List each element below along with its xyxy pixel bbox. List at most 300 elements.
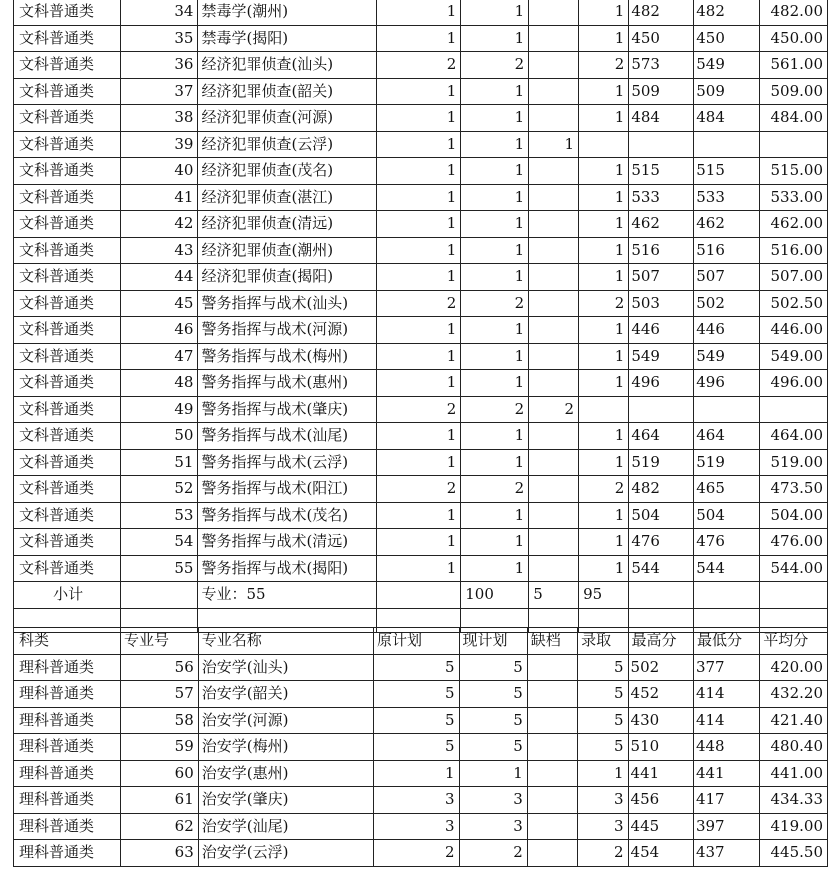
table-row [14,654,828,681]
shortfall-cell [527,681,577,708]
category-cell: 文科普通类 [14,52,121,79]
major-name-cell: 警务指挥与战术(揭阳) [198,555,376,582]
min-score-cell: 502 [694,290,760,317]
admitted-cell: 1 [579,502,629,529]
table-row [14,264,828,291]
major-name-cell: 经济犯罪侦查(湛江) [198,184,376,211]
table-row [14,502,828,529]
avg-score-cell: 515.00 [760,158,828,185]
table-row [14,529,828,556]
avg-score-cell: 462.00 [760,211,828,238]
current-plan-cell: 1 [461,131,529,158]
avg-score-cell: 533.00 [760,184,828,211]
shortfall-cell: 1 [529,131,579,158]
current-plan-cell: 5 [459,734,527,761]
major-name-cell: 经济犯罪侦查(韶关) [198,78,376,105]
admitted-cell: 5 [578,654,628,681]
current-plan-cell: 1 [461,237,529,264]
subtotal-row [14,582,828,609]
category-cell: 文科普通类 [14,131,121,158]
major-name-cell: 警务指挥与战术(汕头) [198,290,376,317]
original-plan-cell: 2 [376,52,461,79]
admitted-cell: 2 [578,840,628,867]
original-plan-cell: 1 [376,211,461,238]
current-plan-cell: 1 [461,317,529,344]
category-cell: 文科普通类 [14,317,121,344]
major-name-cell: 治安学(韶关) [198,681,373,708]
current-plan-cell: 1 [461,158,529,185]
original-plan-cell: 2 [376,396,461,423]
category-cell: 文科普通类 [14,343,121,370]
min-score-cell: 464 [694,423,760,450]
avg-score-cell: 519.00 [760,449,828,476]
max-score-cell: 496 [629,370,694,397]
avg-score-cell: 450.00 [760,25,828,52]
major-no-cell: 49 [121,396,198,423]
avg-score-cell: 421.40 [760,707,828,734]
avg-score-cell: 561.00 [760,52,828,79]
current-plan-cell: 1 [461,0,529,25]
original-plan-cell: 1 [376,78,461,105]
max-score-cell: 509 [629,78,694,105]
category-cell: 理科普通类 [14,734,121,761]
subtotal-shortfall: 5 [529,582,579,609]
shortfall-cell [527,813,577,840]
admitted-cell: 1 [578,760,628,787]
original-plan-cell: 5 [374,654,459,681]
major-name-cell: 经济犯罪侦查(河源) [198,105,376,132]
major-no-cell: 34 [121,0,198,25]
shortfall-cell [529,529,579,556]
avg-score-cell: 507.00 [760,264,828,291]
original-plan-cell: 1 [376,105,461,132]
current-plan-cell: 1 [461,555,529,582]
shortfall-cell [527,787,577,814]
original-plan-cell: 1 [376,131,461,158]
max-score-cell [629,131,694,158]
min-score-cell: 544 [694,555,760,582]
current-plan-cell: 1 [461,78,529,105]
admitted-cell: 2 [579,290,629,317]
original-plan-cell: 3 [374,813,459,840]
current-plan-cell: 1 [459,760,527,787]
original-plan-cell: 1 [376,25,461,52]
column-header-category: 科类 [14,628,121,655]
category-cell: 文科普通类 [14,555,121,582]
min-score-cell: 496 [694,370,760,397]
column-header-major-no: 专业号 [120,628,198,655]
admitted-cell: 1 [579,555,629,582]
table-row [14,476,828,503]
admitted-cell [579,131,629,158]
category-cell: 文科普通类 [14,78,121,105]
shortfall-cell [529,502,579,529]
category-cell: 理科普通类 [14,840,121,867]
shortfall-cell [529,370,579,397]
current-plan-cell: 1 [461,105,529,132]
min-score-cell: 465 [694,476,760,503]
min-score-cell: 446 [694,317,760,344]
admitted-cell: 2 [579,52,629,79]
shortfall-cell [527,707,577,734]
avg-score-cell [760,396,828,423]
max-score-cell: 504 [629,502,694,529]
original-plan-cell: 1 [376,317,461,344]
category-cell: 文科普通类 [14,264,121,291]
table-row [14,423,828,450]
current-plan-cell: 1 [461,529,529,556]
subtotal-admitted: 95 [579,582,629,609]
table-row [14,78,828,105]
major-no-cell: 46 [121,317,198,344]
category-cell: 文科普通类 [14,502,121,529]
major-name-cell: 警务指挥与战术(梅州) [198,343,376,370]
major-name-cell: 警务指挥与战术(茂名) [198,502,376,529]
major-name-cell: 治安学(梅州) [198,734,373,761]
current-plan-cell: 1 [461,502,529,529]
admitted-cell: 1 [579,449,629,476]
max-score-cell: 549 [629,343,694,370]
avg-score-cell: 484.00 [760,105,828,132]
max-score-cell: 476 [629,529,694,556]
avg-score-cell: 504.00 [760,502,828,529]
current-plan-cell: 2 [461,476,529,503]
subtotal-empty-cell [121,582,198,609]
original-plan-cell: 5 [374,734,459,761]
avg-score-cell: 473.50 [760,476,828,503]
avg-score-cell: 419.00 [760,813,828,840]
min-score-cell: 549 [694,343,760,370]
admitted-cell: 2 [579,476,629,503]
major-name-cell: 治安学(惠州) [198,760,373,787]
admitted-cell [579,396,629,423]
max-score-cell: 452 [628,681,693,708]
current-plan-cell: 1 [461,211,529,238]
min-score-cell: 417 [693,787,759,814]
table-row [14,290,828,317]
max-score-cell: 430 [628,707,693,734]
max-score-cell: 450 [629,25,694,52]
subtotal-empty-cell [694,582,760,609]
table-row [14,105,828,132]
current-plan-cell: 1 [461,423,529,450]
admitted-cell: 1 [579,105,629,132]
shortfall-cell [529,237,579,264]
table-row [14,370,828,397]
subtotal-major-count: 专业：55 [198,582,376,609]
max-score-cell: 456 [628,787,693,814]
table-row [14,449,828,476]
original-plan-cell: 5 [374,707,459,734]
category-cell: 理科普通类 [14,813,121,840]
column-header-avg-score: 平均分 [760,628,828,655]
min-score-cell: 504 [694,502,760,529]
admitted-cell: 1 [579,0,629,25]
min-score-cell: 509 [694,78,760,105]
max-score-cell: 507 [629,264,694,291]
avg-score-cell: 446.00 [760,317,828,344]
min-score-cell: 414 [693,707,759,734]
major-no-cell: 37 [121,78,198,105]
shortfall-cell [529,317,579,344]
avg-score-cell: 516.00 [760,237,828,264]
max-score-cell: 519 [629,449,694,476]
original-plan-cell: 2 [376,476,461,503]
major-name-cell: 警务指挥与战术(阳江) [198,476,376,503]
major-no-cell: 61 [120,787,198,814]
major-name-cell: 警务指挥与战术(清远) [198,529,376,556]
min-score-cell: 476 [694,529,760,556]
major-name-cell: 警务指挥与战术(肇庆) [198,396,376,423]
avg-score-cell [760,131,828,158]
min-score-cell: 437 [693,840,759,867]
min-score-cell: 377 [693,654,759,681]
category-cell: 文科普通类 [14,211,121,238]
major-no-cell: 39 [121,131,198,158]
major-no-cell: 48 [121,370,198,397]
admitted-cell: 1 [579,158,629,185]
subtotal-empty-cell [760,582,828,609]
table-row [14,760,828,787]
admitted-cell: 1 [579,25,629,52]
admitted-cell: 1 [579,343,629,370]
original-plan-cell: 1 [376,264,461,291]
major-no-cell: 45 [121,290,198,317]
admitted-cell: 1 [579,211,629,238]
max-score-cell: 441 [628,760,693,787]
admitted-cell: 1 [579,423,629,450]
header-row [14,628,828,655]
table-row [14,787,828,814]
max-score-cell: 502 [628,654,693,681]
shortfall-cell [529,264,579,291]
wenke-admission-table [13,0,828,633]
max-score-cell [629,396,694,423]
shortfall-cell [529,211,579,238]
admitted-cell: 5 [578,734,628,761]
current-plan-cell: 1 [461,25,529,52]
admitted-cell: 1 [579,78,629,105]
major-name-cell: 经济犯罪侦查(清远) [198,211,376,238]
min-score-cell: 441 [693,760,759,787]
column-header-original-plan: 原计划 [374,628,459,655]
original-plan-cell: 3 [374,787,459,814]
admitted-cell: 1 [579,184,629,211]
major-name-cell: 经济犯罪侦查(汕头) [198,52,376,79]
shortfall-cell [529,25,579,52]
column-header-major-name: 专业名称 [198,628,373,655]
category-cell: 文科普通类 [14,396,121,423]
category-cell: 文科普通类 [14,184,121,211]
major-no-cell: 36 [121,52,198,79]
table-row [14,237,828,264]
major-name-cell: 治安学(河源) [198,707,373,734]
shortfall-cell [529,423,579,450]
column-header-shortfall: 缺档 [527,628,577,655]
original-plan-cell: 1 [376,555,461,582]
category-cell: 文科普通类 [14,370,121,397]
current-plan-cell: 1 [461,343,529,370]
major-no-cell: 55 [121,555,198,582]
max-score-cell: 454 [628,840,693,867]
admitted-cell: 5 [578,681,628,708]
major-no-cell: 63 [120,840,198,867]
max-score-cell: 482 [629,476,694,503]
original-plan-cell: 1 [376,502,461,529]
category-cell: 文科普通类 [14,158,121,185]
admitted-cell: 5 [578,707,628,734]
max-score-cell: 533 [629,184,694,211]
current-plan-cell: 5 [459,707,527,734]
current-plan-cell: 3 [459,813,527,840]
shortfall-cell: 2 [529,396,579,423]
min-score-cell: 549 [694,52,760,79]
category-cell: 文科普通类 [14,290,121,317]
min-score-cell: 482 [694,0,760,25]
max-score-cell: 462 [629,211,694,238]
table-row [14,707,828,734]
avg-score-cell: 480.40 [760,734,828,761]
min-score-cell [694,131,760,158]
column-header-min-score: 最低分 [693,628,759,655]
shortfall-cell [529,52,579,79]
avg-score-cell: 544.00 [760,555,828,582]
table-row [14,555,828,582]
original-plan-cell: 1 [376,0,461,25]
max-score-cell: 573 [629,52,694,79]
avg-score-cell: 464.00 [760,423,828,450]
min-score-cell: 519 [694,449,760,476]
category-cell: 文科普通类 [14,449,121,476]
original-plan-cell: 1 [376,423,461,450]
major-name-cell: 警务指挥与战术(云浮) [198,449,376,476]
major-name-cell: 禁毒学(潮州) [198,0,376,25]
shortfall-cell [529,78,579,105]
avg-score-cell: 502.50 [760,290,828,317]
original-plan-cell: 1 [374,760,459,787]
table-row [14,396,828,423]
max-score-cell: 516 [629,237,694,264]
original-plan-cell: 1 [376,237,461,264]
max-score-cell: 510 [628,734,693,761]
category-cell: 理科普通类 [14,787,121,814]
subtotal-plan: 100 [461,582,529,609]
category-cell: 理科普通类 [14,681,121,708]
table-row [14,343,828,370]
major-no-cell: 35 [121,25,198,52]
column-header-admitted: 录取 [578,628,628,655]
column-header-current-plan: 现计划 [459,628,527,655]
original-plan-cell: 1 [376,370,461,397]
admitted-cell: 1 [579,237,629,264]
shortfall-cell [529,343,579,370]
current-plan-cell: 2 [461,52,529,79]
major-no-cell: 59 [120,734,198,761]
min-score-cell: 484 [694,105,760,132]
major-no-cell: 43 [121,237,198,264]
original-plan-cell: 1 [376,343,461,370]
min-score-cell: 516 [694,237,760,264]
major-no-cell: 57 [120,681,198,708]
category-cell: 理科普通类 [14,707,121,734]
current-plan-cell: 1 [461,370,529,397]
max-score-cell: 515 [629,158,694,185]
table-row [14,158,828,185]
max-score-cell: 464 [629,423,694,450]
major-no-cell: 47 [121,343,198,370]
major-no-cell: 56 [120,654,198,681]
major-name-cell: 治安学(汕头) [198,654,373,681]
category-cell: 理科普通类 [14,654,121,681]
avg-score-cell: 434.33 [760,787,828,814]
admitted-cell: 3 [578,813,628,840]
category-cell: 文科普通类 [14,105,121,132]
major-name-cell: 警务指挥与战术(汕尾) [198,423,376,450]
avg-score-cell: 549.00 [760,343,828,370]
major-name-cell: 禁毒学(揭阳) [198,25,376,52]
major-no-cell: 41 [121,184,198,211]
admitted-cell: 1 [579,529,629,556]
table-row [14,211,828,238]
min-score-cell: 448 [693,734,759,761]
current-plan-cell: 5 [459,681,527,708]
avg-score-cell: 509.00 [760,78,828,105]
subtotal-empty-cell [376,582,461,609]
min-score-cell: 397 [693,813,759,840]
avg-score-cell: 441.00 [760,760,828,787]
like-admission-table [13,627,828,867]
admitted-cell: 1 [579,317,629,344]
min-score-cell: 462 [694,211,760,238]
major-no-cell: 40 [121,158,198,185]
major-no-cell: 54 [121,529,198,556]
major-no-cell: 51 [121,449,198,476]
table-row [14,184,828,211]
shortfall-cell [529,158,579,185]
avg-score-cell: 432.20 [760,681,828,708]
max-score-cell: 503 [629,290,694,317]
shortfall-cell [529,105,579,132]
major-no-cell: 62 [120,813,198,840]
admitted-cell: 1 [579,370,629,397]
major-no-cell: 53 [121,502,198,529]
shortfall-cell [529,290,579,317]
category-cell: 文科普通类 [14,476,121,503]
subtotal-empty-cell [629,582,694,609]
current-plan-cell: 5 [459,654,527,681]
category-cell: 文科普通类 [14,0,121,25]
max-score-cell: 484 [629,105,694,132]
min-score-cell: 507 [694,264,760,291]
min-score-cell: 515 [694,158,760,185]
major-no-cell: 52 [121,476,198,503]
original-plan-cell: 2 [376,290,461,317]
original-plan-cell: 2 [374,840,459,867]
major-name-cell: 经济犯罪侦查(潮州) [198,237,376,264]
table-row [14,813,828,840]
shortfall-cell [529,184,579,211]
admitted-cell: 1 [579,264,629,291]
table-row [14,317,828,344]
major-no-cell: 38 [121,105,198,132]
table-row [14,681,828,708]
table-row [14,131,828,158]
current-plan-cell: 1 [461,264,529,291]
shortfall-cell [527,760,577,787]
major-name-cell: 经济犯罪侦查(揭阳) [198,264,376,291]
current-plan-cell: 2 [461,396,529,423]
major-no-cell: 44 [121,264,198,291]
